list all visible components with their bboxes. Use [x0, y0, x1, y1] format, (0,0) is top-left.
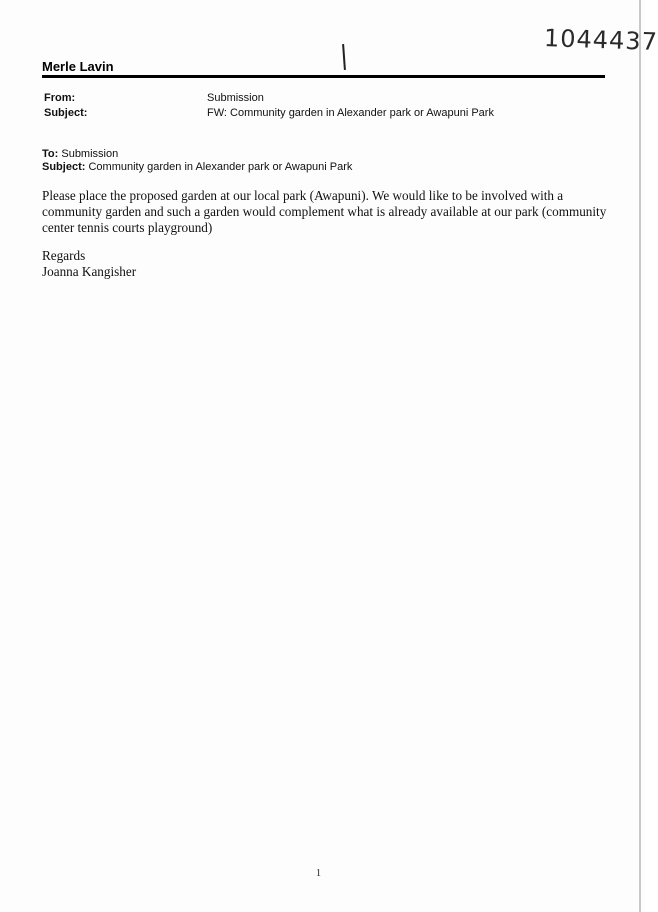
forwarded-to-row	[42, 148, 118, 160]
message-line: center tennis courts playground)	[42, 220, 213, 235]
regards-text: Regards	[42, 248, 86, 263]
header-divider	[42, 75, 605, 78]
page-number: 1	[316, 868, 321, 879]
from-row	[44, 92, 264, 104]
handwritten-reference-number: 1044437	[543, 24, 658, 56]
signature-name: Joanna Kangisher	[42, 264, 137, 279]
forwarded-subject-label: Subject:	[42, 161, 86, 173]
forwarded-subject-row	[42, 161, 352, 173]
closing	[42, 248, 612, 280]
sender-name: Merle Lavin	[42, 59, 114, 74]
message-line: community garden and such a garden would complement what is already available at our park (community	[42, 204, 607, 219]
message-line: Please place the proposed garden at our local park (Awapuni). We would like to be involved with a	[42, 188, 564, 203]
subject-value: FW: Community garden in Alexander park or Awapuni Park	[207, 107, 494, 119]
forwarded-to-label: To:	[42, 148, 59, 160]
from-value: Submission	[207, 92, 264, 104]
from-label: From:	[44, 92, 76, 104]
subject-row	[44, 107, 494, 119]
forwarded-to-value: Submission	[61, 148, 119, 160]
forwarded-subject-value: Community garden in Alexander park or Awapuni Park	[88, 161, 353, 173]
scan-edge	[639, 0, 641, 912]
subject-label: Subject:	[44, 107, 88, 119]
message-body	[42, 188, 612, 236]
handwritten-mark	[342, 44, 346, 70]
